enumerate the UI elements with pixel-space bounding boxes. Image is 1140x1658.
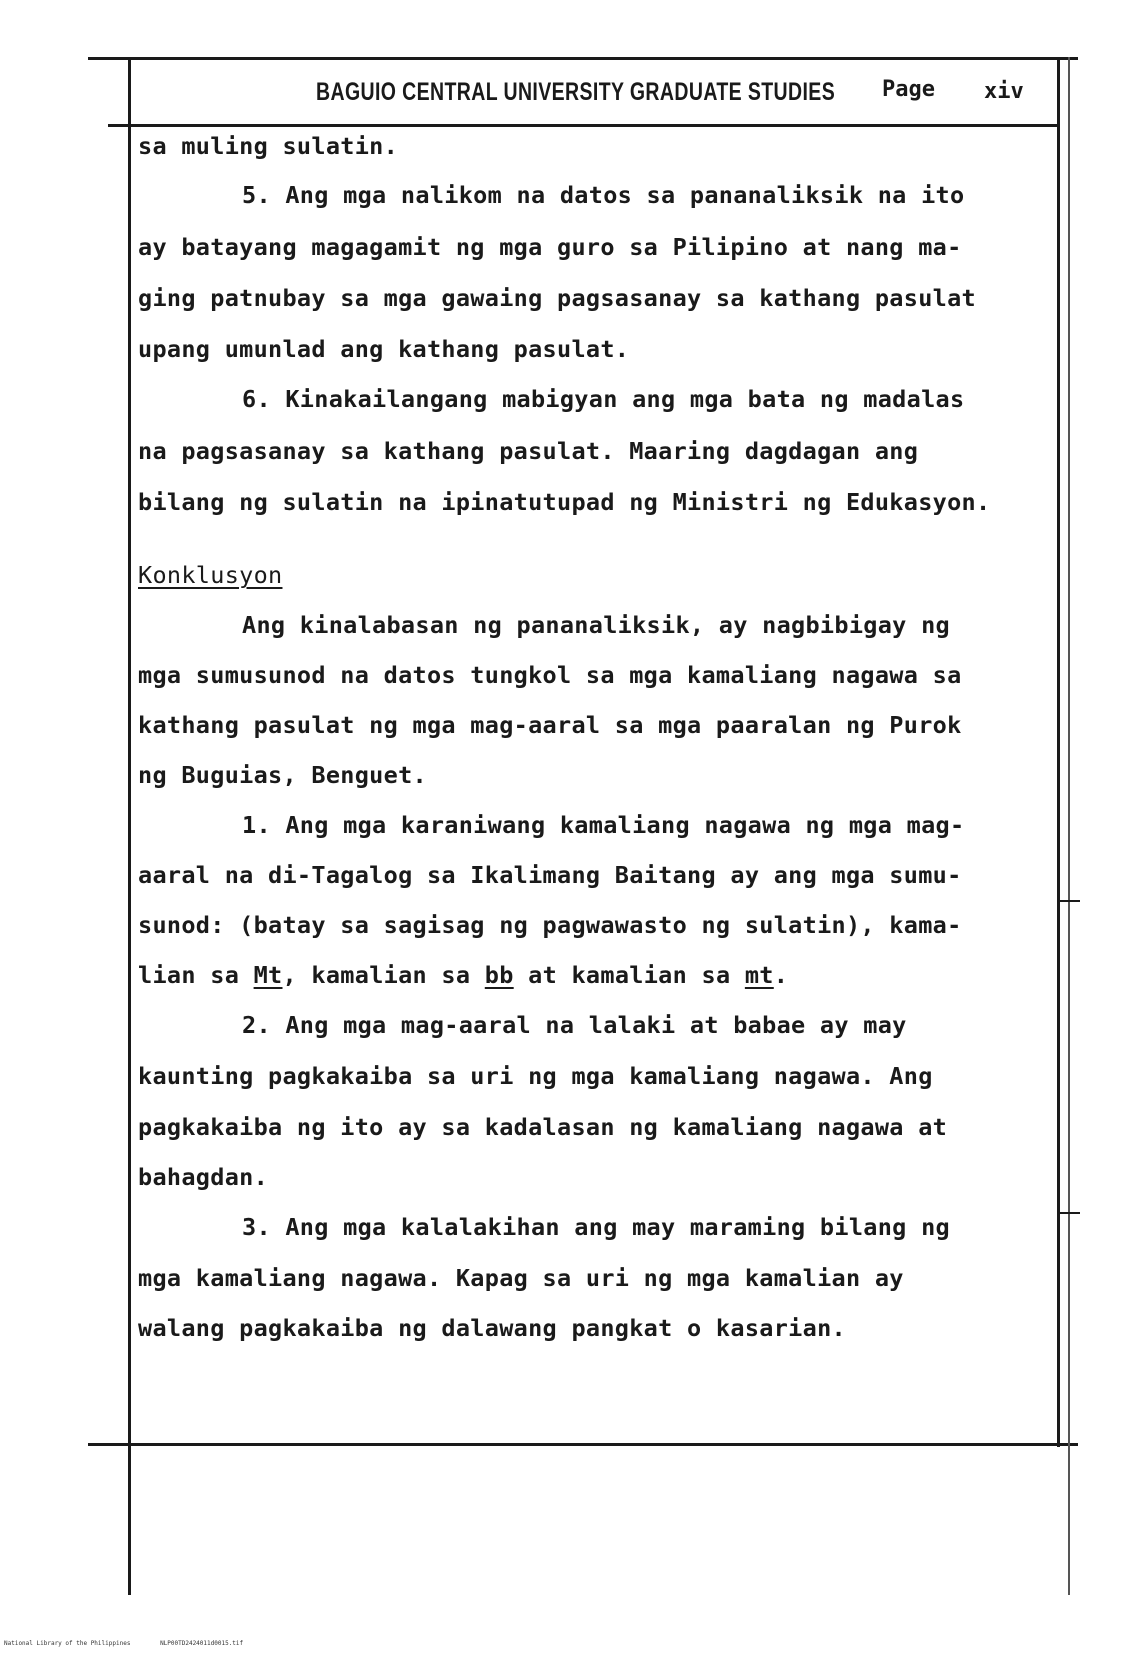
text-line: 3. Ang mga kalalakihan ang may maraming bilang ng xyxy=(242,1213,950,1241)
text-line: ging patnubay sa mga gawaing pagsasanay sa kathang pasulat xyxy=(138,284,976,312)
text-line: bilang ng sulatin na ipinatutupad ng Ministri ng Edukasyon. xyxy=(138,488,991,516)
text-line: sa muling sulatin. xyxy=(138,132,399,160)
text-line: upang umunlad ang kathang pasulat. xyxy=(138,335,630,363)
text-line: Ang kinalabasan ng pananaliksik, ay nagbibigay ng xyxy=(242,611,950,639)
right-margin-line xyxy=(1057,57,1060,1447)
left-margin-line xyxy=(128,57,131,1595)
library-credit: National Library of the Philippines xyxy=(4,1640,131,1647)
text-segment: at kamalian sa xyxy=(513,961,745,989)
text-line: 5. Ang mga nalikom na datos sa pananaliksik na ito xyxy=(242,181,965,209)
text-line: walang pagkakaiba ng dalawang pangkat o kasarian. xyxy=(138,1314,846,1342)
underlined-term: Mt xyxy=(253,961,283,989)
edge-notch xyxy=(1060,1212,1080,1214)
text-line: mga sumusunod na datos tungkol sa mga kamaliang nagawa sa xyxy=(138,661,962,689)
text-segment: , kamalian sa xyxy=(282,961,485,989)
bottom-border-line xyxy=(88,1443,1078,1446)
page-header xyxy=(130,72,1057,116)
section-heading: Konklusyon xyxy=(138,561,283,589)
outer-edge-line xyxy=(1068,57,1070,1595)
text-line: pagkakaiba ng ito ay sa kadalasan ng kamaliang nagawa at xyxy=(138,1113,948,1141)
university-title: BAGUIO CENTRAL UNIVERSITY GRADUATE STUDIES xyxy=(316,78,836,106)
text-line xyxy=(138,960,788,990)
text-line: 6. Kinakailangang mabigyan ang mga bata ng madalas xyxy=(242,385,965,413)
text-line: kaunting pagkakaiba sa uri ng mga kamaliang nagawa. Ang xyxy=(138,1062,933,1090)
text-line: ng Buguias, Benguet. xyxy=(138,761,427,789)
text-segment: . xyxy=(773,961,789,989)
text-line: sunod: (batay sa sagisag ng pagwawasto ng sulatin), kama- xyxy=(138,911,962,939)
edge-notch xyxy=(1060,900,1080,902)
text-line: bahagdan. xyxy=(138,1163,269,1191)
text-line: 2. Ang mga mag-aaral na lalaki at babae ay may xyxy=(242,1011,907,1039)
text-line: kathang pasulat ng mga mag-aaral sa mga paaralan ng Purok xyxy=(138,711,962,739)
scan-footer xyxy=(4,1640,269,1647)
text-line: ay batayang magagamit ng mga guro sa Pilipino at nang ma- xyxy=(138,233,962,261)
header-divider-line xyxy=(108,124,1058,127)
page-number: xiv xyxy=(984,79,1024,104)
text-line: aaral na di-Tagalog sa Ikalimang Baitang ay ang mga sumu- xyxy=(138,861,962,889)
text-line: 1. Ang mga karaniwang kamaliang nagawa ng mga mag- xyxy=(242,811,965,839)
top-border-line xyxy=(88,57,1078,60)
underlined-term: bb xyxy=(484,961,514,989)
text-line: na pagsasanay sa kathang pasulat. Maaring dagdagan ang xyxy=(138,437,919,465)
page-label: Page xyxy=(882,77,935,102)
text-segment: lian sa xyxy=(138,961,254,989)
text-line: mga kamaliang nagawa. Kapag sa uri ng mga kamalian ay xyxy=(138,1264,904,1292)
file-name: NLP00TD2424011d0015.tif xyxy=(160,1640,244,1647)
underlined-term: mt xyxy=(744,961,774,989)
